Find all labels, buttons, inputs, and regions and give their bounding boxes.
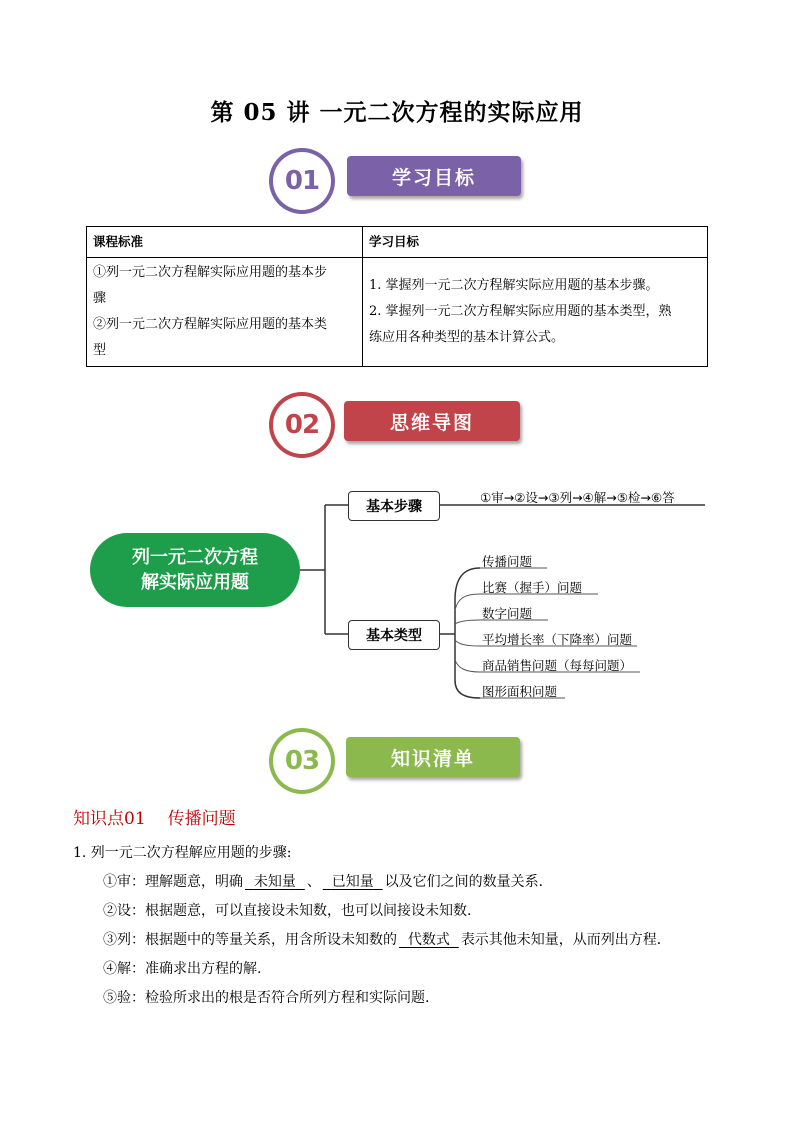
objective-line: 练应用各种类型的基本计算公式。 bbox=[369, 330, 565, 345]
header-standards: 课程标准 bbox=[87, 227, 363, 258]
section-02-number: 02 bbox=[273, 396, 331, 454]
knowledge-point-heading bbox=[73, 804, 236, 829]
branch-basic-steps: 基本步骤 bbox=[348, 491, 440, 521]
blank-expression: 代数式 bbox=[407, 932, 450, 948]
step-1-prefix: ①审：理解题意，明确 bbox=[103, 874, 243, 890]
step-3-suffix: 表示其他未知量，从而列出方程． bbox=[460, 932, 671, 948]
standard-line: 骤 bbox=[93, 291, 107, 306]
step-1-suffix: 以及它们之间的数量关系． bbox=[384, 874, 553, 890]
section-01-number: 01 bbox=[273, 152, 331, 210]
standard-line: ①列一元二次方程解实际应用题的基本步 bbox=[93, 265, 328, 280]
steps-sequence: ①审→②设→③列→④解→⑤检→⑥答 bbox=[480, 490, 675, 505]
type-item: 图形面积问题 bbox=[482, 684, 558, 699]
type-item: 传播问题 bbox=[482, 554, 533, 569]
type-item: 数字问题 bbox=[482, 606, 533, 621]
blank-unknown: 未知量 bbox=[253, 874, 296, 890]
blank-known: 已知量 bbox=[331, 874, 374, 890]
standard-line: ②列一元二次方程解实际应用题的基本类 bbox=[93, 317, 328, 332]
step-1 bbox=[103, 871, 553, 891]
type-item: 比赛（握手）问题 bbox=[482, 580, 583, 595]
step-4: ④解：准确求出方程的解. bbox=[103, 961, 262, 977]
header-objectives: 学习目标 bbox=[363, 227, 708, 258]
mind-map-root bbox=[90, 533, 300, 607]
objective-line: 1. 掌握列一元二次方程解实际应用题的基本步骤。 bbox=[369, 278, 659, 293]
section-01-label: 学习目标 bbox=[347, 156, 521, 196]
section-03-number: 03 bbox=[273, 732, 331, 790]
root-line-2: 解实际应用题 bbox=[141, 572, 249, 593]
page-title: 第 05 讲 一元二次方程的实际应用 bbox=[210, 99, 584, 126]
step-2: ②设：根据题意，可以直接设未知数，也可以间接设未知数. bbox=[103, 903, 472, 919]
type-item: 平均增长率（下降率）问题 bbox=[482, 632, 633, 647]
section-02-label: 思维导图 bbox=[344, 401, 520, 441]
step-3-prefix: ③列：根据题中的等量关系，用含所设未知数的 bbox=[103, 932, 397, 948]
root-line-1: 列一元二次方程 bbox=[132, 547, 258, 568]
step-1-separator: 、 bbox=[306, 874, 321, 890]
section-03-label: 知识清单 bbox=[346, 737, 520, 777]
standard-line: 型 bbox=[93, 343, 107, 358]
knowledge-point-title: 传播问题 bbox=[167, 809, 236, 829]
type-item: 商品销售问题（每每问题） bbox=[482, 658, 633, 673]
step-3 bbox=[103, 929, 671, 949]
step-5: ⑤验：检验所求出的根是否符合所列方程和实际问题. bbox=[103, 990, 430, 1006]
section-03-badge bbox=[269, 728, 335, 794]
branch-basic-types: 基本类型 bbox=[348, 620, 440, 650]
objective-line: 2. 掌握列一元二次方程解实际应用题的基本类型，熟 bbox=[369, 304, 672, 319]
knowledge-point-label: 知识点01 bbox=[73, 809, 146, 829]
steps-intro: 1. 列一元二次方程解应用题的步骤: bbox=[73, 845, 292, 861]
